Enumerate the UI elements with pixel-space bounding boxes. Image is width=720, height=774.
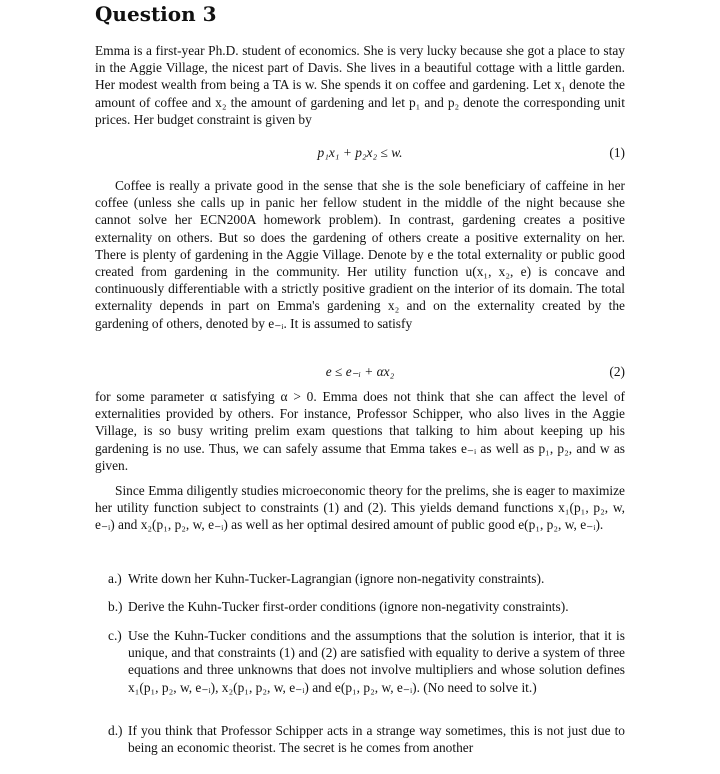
item-text: Derive the Kuhn-Tucker first-order conditions (ignore non-negativity constraints).	[128, 599, 569, 614]
paragraph-maximize: Since Emma diligently studies microeconomic theory for the prelims, she is eager to maximize her utility function subject to constraints (1) and (2). This yields demand functions x₁(p₁, p₂, w, e₋ᵢ) and x₂(p₁, p₂, w, e₋ᵢ) as well as her optimal desired amount of public good e(p₁, p₂, w, e₋ᵢ).	[95, 483, 625, 533]
equation-expression: e ≤ e₋ᵢ + αx₂	[325, 364, 395, 379]
item-label: b.)	[108, 599, 123, 614]
equation-expression: p₁x₁ + p₂x₂ ≤ w.	[317, 145, 403, 160]
paragraph-intro: Emma is a first-year Ph.D. student of economics. She is very lucky because she got a place to stay in the Aggie Village, the nicest part of Davis. She lives in a beautiful cottage with a little garden. Her modest wealth from being a TA is w. She spends it on coffee and gardening. Let x₁ denote the amount of coffee and x₂ the amount of gardening and let p₁ and p₂ denote the corresponding unit prices. Her budget constraint is given by	[95, 43, 625, 127]
equation-number: (2)	[609, 364, 625, 379]
list-item	[108, 570, 625, 587]
equation-externality	[95, 364, 625, 382]
equation-number: (1)	[609, 145, 625, 160]
equation-budget	[95, 145, 625, 163]
paragraph-externality: Coffee is really a private good in the sense that she is the sole beneficiary of caffeine in her coffee (unless she calls up in panic her fellow student in the middle of the night because she cannot solve her ECN200A homework problem). In contrast, gardening creates a positive externality on others. But so does the gardening of others create a positive externality on her. There is plenty of gardening in the Aggie Village. Denote by e the total externality or public good created from gardening in the community. Her utility function u(x₁, x₂, e) is concave and continuously differentiable with a strictly positive gradient on the interior of its domain. The total externality depends in part on Emma's gardening x₂ and on the externality created by the gardening of others, denoted by e₋ᵢ. It is assumed to satisfy	[95, 178, 625, 331]
item-text: If you think that Professor Schipper acts in a strange way sometimes, this is not just due to being an economic theorist. The secret is he comes from another	[128, 723, 625, 756]
item-label: d.)	[108, 723, 123, 738]
question-title: Question 3	[95, 2, 217, 26]
list-item	[108, 627, 625, 696]
item-text: Write down her Kuhn-Tucker-Lagrangian (ignore non-negativity constraints).	[128, 571, 545, 586]
item-text: Use the Kuhn-Tucker conditions and the assumptions that the solution is interior, that it is unique, and that constraints (1) and (2) are satisfied with equality to derive a system of three equations and three unknowns that does not involve multipliers and whose solution defines x₁(p₁, p₂, w, e₋ᵢ), x₂(p₁, p₂, w, e₋ᵢ) and e(p₁, p₂, w, e₋ᵢ). (No need to solve it.)	[128, 628, 625, 695]
item-label: c.)	[108, 628, 122, 643]
paragraph-parameter: for some parameter α satisfying α > 0. Emma does not think that she can affect the level of externalities provided by others. For instance, Professor Schipper, who also lives in the Aggie Village, is so busy writing prelim exam questions that talking to him about keeping up his gardening is no use. Thus, we can safely assume that Emma takes e₋ᵢ as well as p₁, p₂, and w as given.	[95, 389, 625, 473]
list-item	[108, 722, 625, 756]
item-label: a.)	[108, 571, 122, 586]
list-item	[108, 598, 625, 615]
